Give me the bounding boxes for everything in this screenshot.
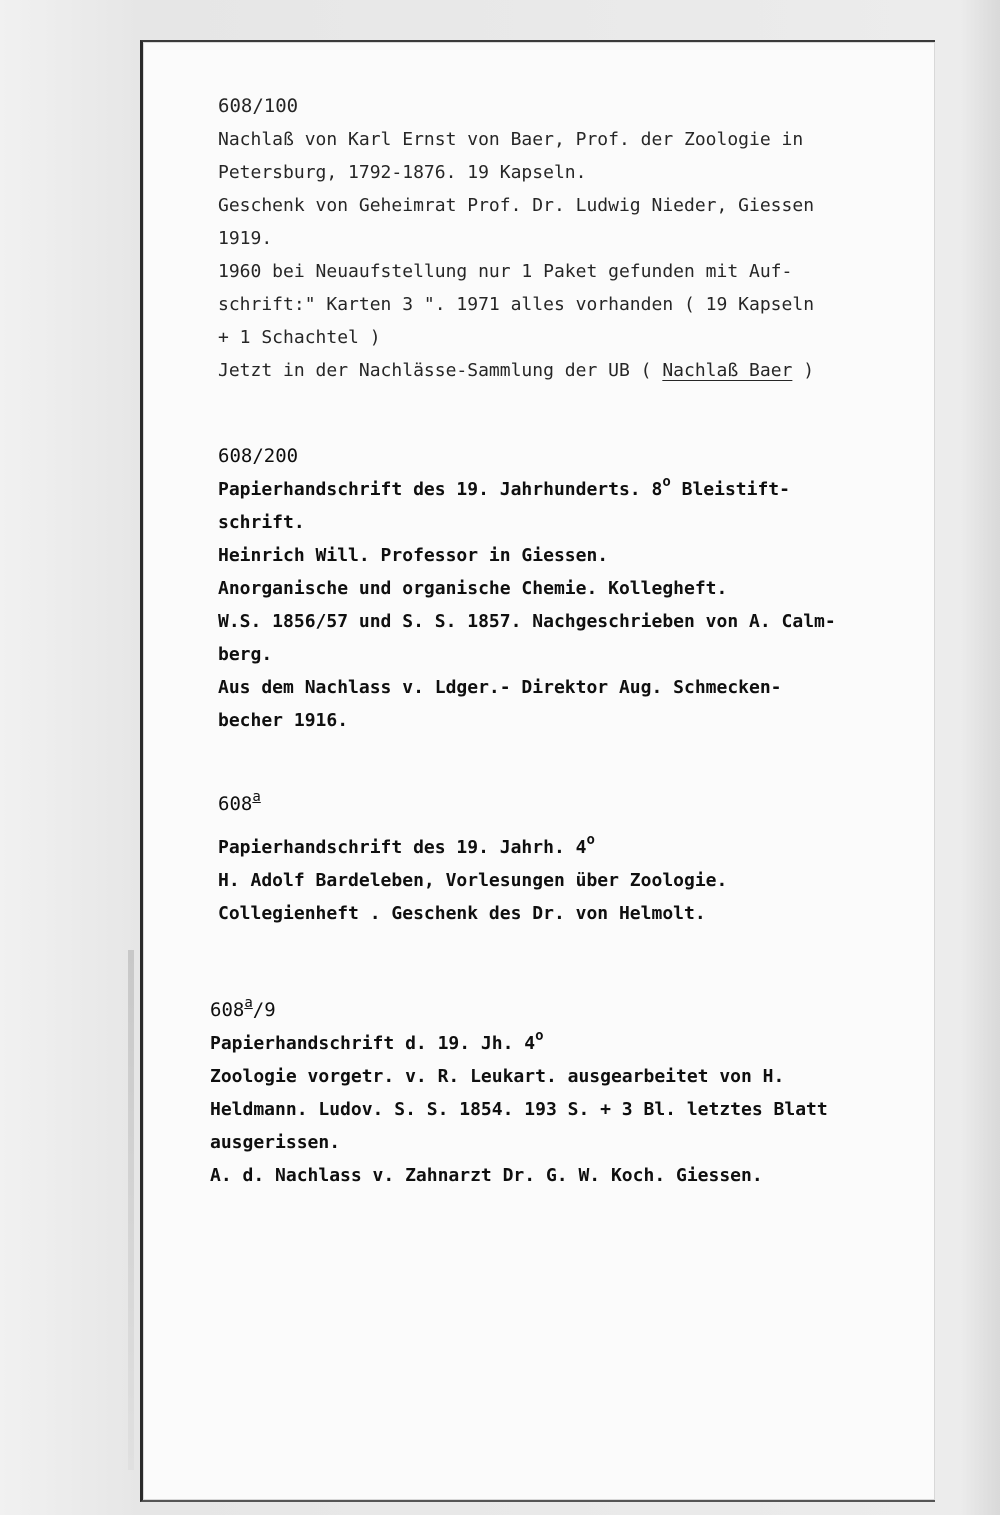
card-line: Zoologie vorgetr. v. R. Leukart. ausgearbeitet von H. [210,1066,785,1087]
superscript: o [586,832,595,848]
card-line: Heldmann. Ludov. S. S. 1854. 193 S. + 3 Bl. letztes Blatt [210,1099,828,1120]
shelfmark-base: 608 [210,999,245,1021]
card-line: Petersburg, 1792-1876. 19 Kapseln. [218,162,587,183]
shelfmark-superscript: a [244,995,253,1011]
card-line: 1919. [218,228,273,249]
catalog-card-608a-9 [210,994,910,1192]
card-text: Bleistift- [670,479,790,500]
shelfmark-rest: /9 [252,999,276,1021]
collection-name: Nachlaß Baer [662,360,793,381]
card-text: Papierhandschrift des 19. Jahrh. 4 [218,837,587,858]
catalog-card-608-100 [218,90,918,387]
card-line: H. Adolf Bardeleben, Vorlesungen über Zoologie. [218,870,728,891]
card-line [218,473,918,506]
card-line: + 1 Schachtel ) [218,327,381,348]
card-line: Heinrich Will. Professor in Giessen. [218,545,609,566]
card-line: ausgerissen. [210,1132,341,1153]
shelfmark-superscript: a [252,789,261,805]
superscript: o [535,1028,544,1044]
card-line: Nachlaß von Karl Ernst von Baer, Prof. der Zoologie in [218,129,804,150]
card-text: Papierhandschrift des 19. Jahrhunderts. 8 [218,479,663,500]
card-line: schrift. [218,512,305,533]
shelfmark [210,994,910,1027]
card-line: 1960 bei Neuaufstellung nur 1 Paket gefunden mit Auf- [218,261,793,282]
card-text: Papierhandschrift d. 19. Jh. 4 [210,1033,536,1054]
location-close: ) [792,360,815,381]
card-line: A. d. Nachlass v. Zahnarzt Dr. G. W. Koch. Giessen. [210,1165,763,1186]
superscript: o [662,474,671,490]
card-line: W.S. 1856/57 und S. S. 1857. Nachgeschrieben von A. Calm- [218,611,836,632]
card-line: berg. [218,644,273,665]
card-edge-shadow [128,950,134,1470]
card-line: schrift:" Karten 3 ". 1971 alles vorhanden ( 19 Kapseln [218,294,815,315]
shelfmark: 608/200 [218,445,299,467]
location-text: Jetzt in der Nachlässe-Sammlung der UB ( [218,360,663,381]
shelfmark: 608/100 [218,95,299,117]
catalog-card-608-200 [218,440,918,737]
card-line: Collegienheft . Geschenk des Dr. von Helmolt. [218,903,706,924]
card-line [218,831,918,864]
card-line: Geschenk von Geheimrat Prof. Dr. Ludwig Nieder, Giessen [218,195,815,216]
shelfmark-base: 608 [218,793,253,815]
catalog-card-608a [218,788,918,930]
card-line: Anorganische und organische Chemie. Kollegheft. [218,578,728,599]
card-line [218,354,918,387]
shelfmark [218,788,918,821]
card-line: becher 1916. [218,710,349,731]
card-line [210,1027,910,1060]
card-line: Aus dem Nachlass v. Ldger.- Direktor Aug. Schmecken- [218,677,782,698]
